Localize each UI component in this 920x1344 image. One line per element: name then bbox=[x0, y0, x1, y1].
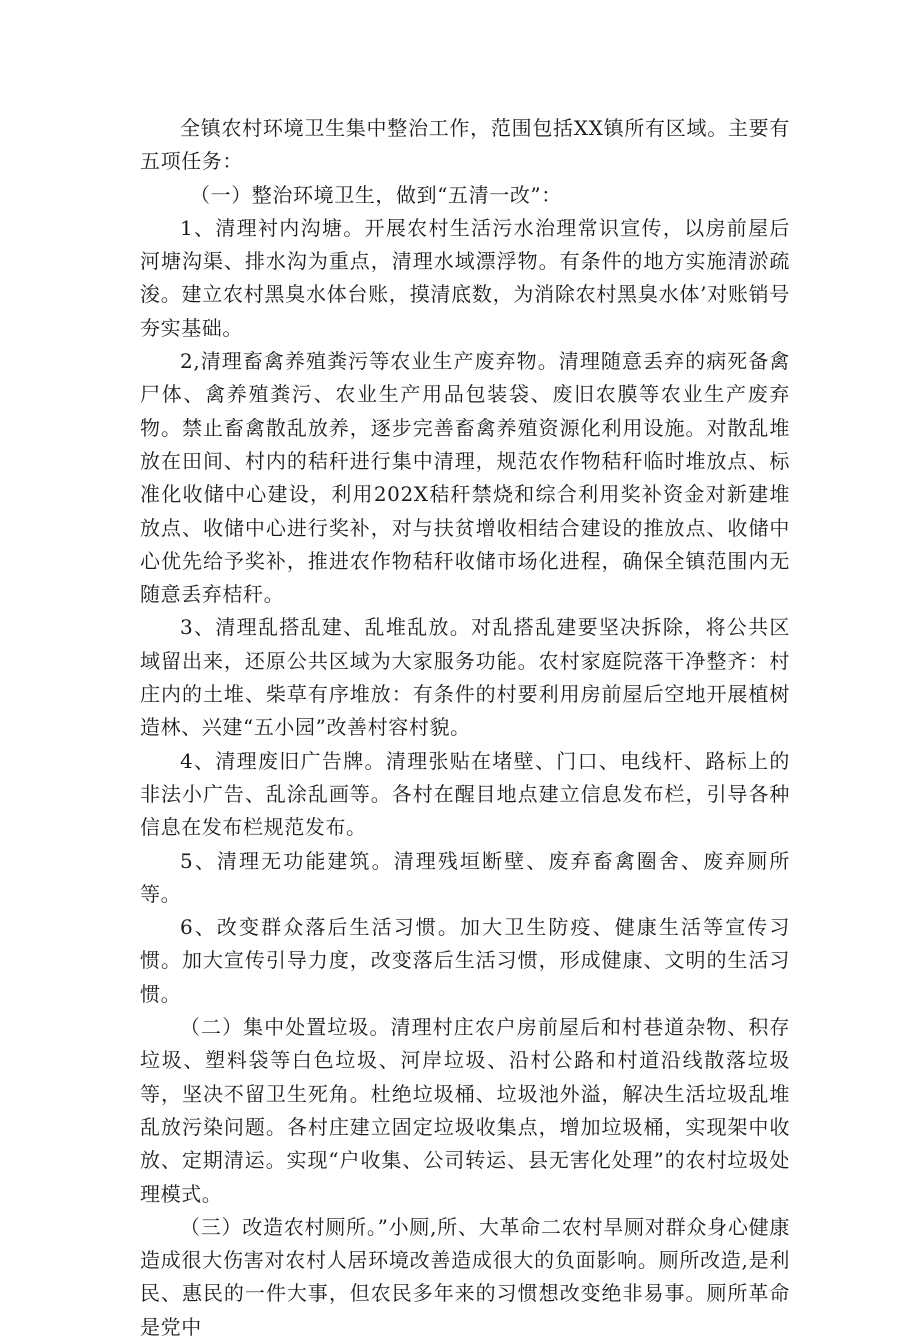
section-2-paragraph: （二）集中处置垃圾。清理村庄农户房前屋后和村巷道杂物、积存垃圾、塑料袋等白色垃圾、河岸垃圾、沿村公路和村道沿线散落垃圾等，坚决不留卫生死角。杜绝垃圾桶、垃圾池外溢，解决生活垃圾乱堆乱放污染问题。各村庄建立固定垃圾收集点，增加垃圾桶，实现架中收放、定期清运。实现“户收集、公司转运、县无害化处理”的农村垃圾处理模式。 bbox=[140, 1015, 790, 1206]
item-4-paragraph: 4、清理废旧广告牌。清理张贴在堵壁、门口、电线杆、路标上的非法小广告、乱涂乱画等。各村在醒目地点建立信息发布栏，引导各种信息在发布栏规范发布。 bbox=[140, 748, 790, 840]
item-5-paragraph: 5、清理无功能建筑。清理残垣断壁、废弃畜禽圈舍、废弃厕所等。 bbox=[140, 848, 790, 906]
item-6-paragraph: 6、改变群众落后生活习惯。加大卫生防疫、健康生活等宣传习惯。加大宣传引导力度，改变落后生活习惯，形成健康、文明的生活习惯。 bbox=[140, 915, 790, 1006]
item-3-paragraph: 3、清理乱搭乱建、乱堆乱放。对乱搭乱建要坚决拆除，将公共区域留出来，还原公共区域为大家服务功能。农村家庭院落干净整齐：村庄内的土堆、柴草有序堆放：有条件的村要利用房前屋后空地开展植树造林、兴建“五小园”改善村容村貌。 bbox=[140, 615, 790, 740]
item-2-paragraph: 2,清理畜禽养殖粪污等农业生产废弃物。清理随意丢弃的病死备禽尸体、禽养殖粪污、农业生产用品包装袋、废旧农膜等农业生产废弃物。禁止畜禽散乱放养，逐步完善畜禽养殖资源化利用设施。对散乱堆放在田间、村内的秸秆进行集中清理，规范农作物秸秆临时堆放点、标准化收储中心建设，利用202X秸秆禁烧和综合利用奖补资金对新建堆放点、收储中心进行奖补，对与扶贫增收相结合建设的推放点、收储中心优先给予奖补，推进农作物秸秆收储市场化进程，确保全镇范围内无随意丢弃桔秆。 bbox=[140, 349, 790, 607]
section-1-heading: （一）整治环境卫生，做到“五清一改”： bbox=[190, 182, 562, 207]
section-3-paragraph: （三）改造农村厕所。”小厕,所、大革命二农村旱厕对群众身心健康造成很大伤害对农村人居环境改善造成很大的负面影响。厕所改造,是利民、惠民的一件大事，但农民多年来的习惯想改变绝非易事。厕所革命是党中 bbox=[140, 1214, 790, 1339]
intro-paragraph: 全镇农村环境卫生集中整治工作，范围包括XX镇所有区域。主要有五项任务： bbox=[140, 116, 790, 174]
item-1-paragraph: 1、清理衬内沟塘。开展农村生活污水治理常识宣传，以房前屋后河塘沟渠、排水沟为重点，清理水域漂浮物。有条件的地方实施清淤疏浚。建立农村黑臭水体台账，摸清底数，为消除农村黑臭水体’对账销号夯实基础。 bbox=[140, 215, 790, 340]
